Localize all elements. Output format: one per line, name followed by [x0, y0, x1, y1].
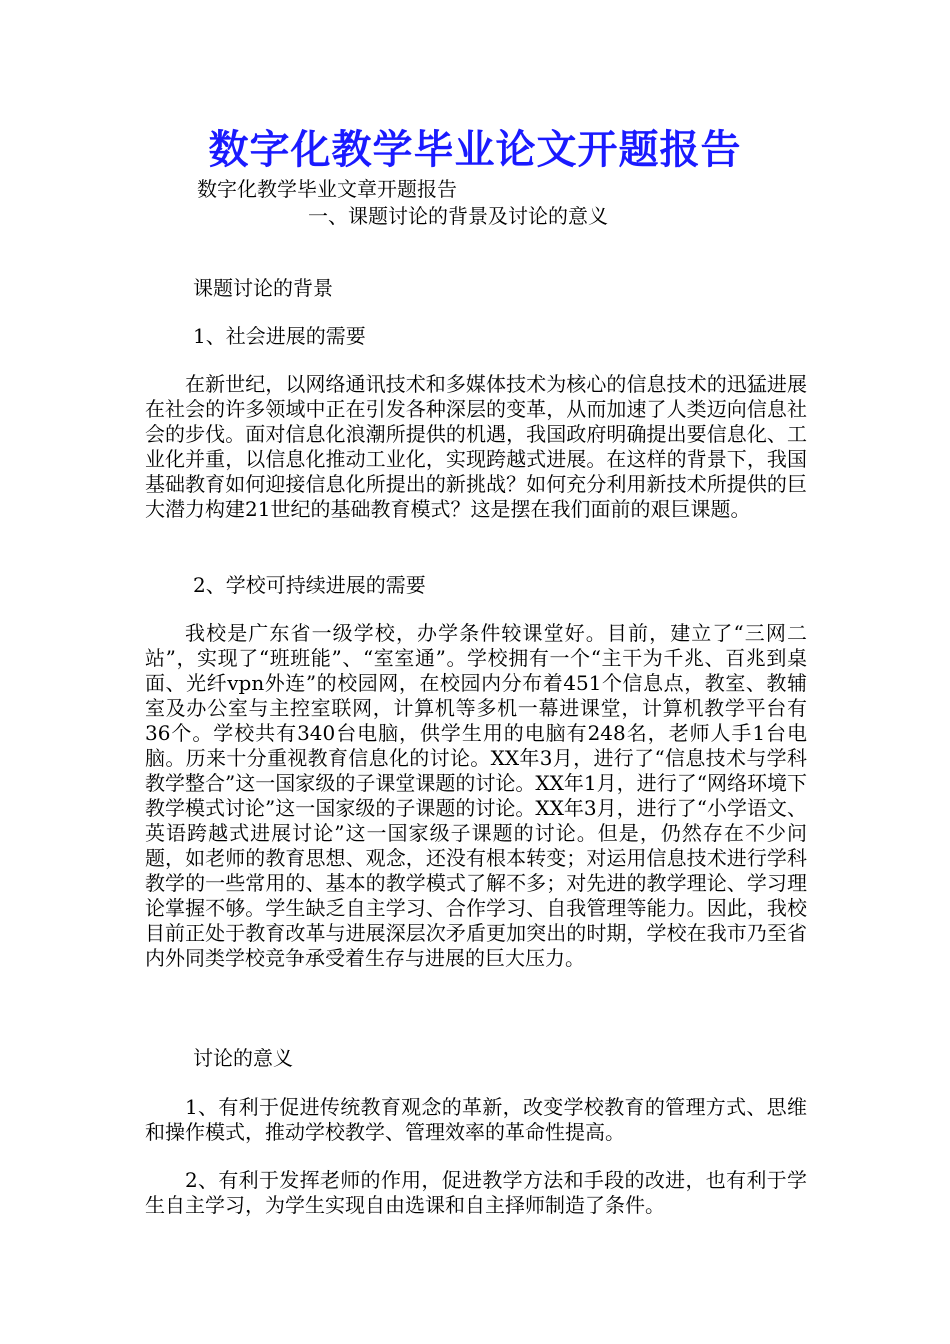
section-heading: 一、课题讨论的背景及讨论的意义	[308, 204, 608, 228]
significance-item-1: 1、有利于促进传统教育观念的革新，改变学校教育的管理方式、思维和操作模式，推动学校教学、管理效率的革命性提高。	[145, 1095, 807, 1144]
significance-heading: 讨论的意义	[193, 1046, 293, 1070]
document-subtitle: 数字化教学毕业文章开题报告	[197, 177, 457, 201]
document-title: 数字化教学毕业论文开题报告	[208, 127, 742, 173]
background-heading: 课题讨论的背景	[193, 276, 333, 300]
point2-paragraph: 我校是广东省一级学校，办学条件较课堂好。目前，建立了“三网二站”，实现了“班班能”、“室室通”。学校拥有一个“主干为千兆、百兆到桌面、光纤vpn外连”的校园网，在校园内分布着451个信息点，教室、教辅室及办公室与主控室联网，计算机等多机一幕进课堂，计算机教学平台有36个。学校共有340台电脑，供学生用的电脑有248名，老师人手1台电脑。历来十分重视教育信息化的讨论。XX年3月，进行了“信息技术与学科教学整合”这一国家级的子课堂课题的讨论。XX年1月，进行了“网络环境下教学模式讨论”这一国家级的子课题的讨论。XX年3月，进行了“小学语文、英语跨越式进展讨论”这一国家级子课题的讨论。但是，仍然存在不少问题，如老师的教育思想、观念，还没有根本转变；对运用信息技术进行学科教学的一些常用的、基本的教学模式了解不多；对先进的教学理论、学习理论掌握不够。学生缺乏自主学习、合作学习、自我管理等能力。因此，我校目前正处于教育改革与进展深层次矛盾更加突出的时期，学校在我市乃至省内外同类学校竞争承受着生存与进展的巨大压力。	[145, 621, 807, 970]
point1-paragraph: 在新世纪，以网络通讯技术和多媒体技术为核心的信息技术的迅猛进展在社会的许多领域中正在引发各种深层的变革，从而加速了人类迈向信息社会的步伐。面对信息化浪潮所提供的机遇，我国政府明确提出要信息化、工业化并重，以信息化推动工业化，实现跨越式进展。在这样的背景下，我国基础教育如何迎接信息化所提出的新挑战？如何充分利用新技术所提供的巨大潜力构建21世纪的基础教育模式？这是摆在我们面前的艰巨课题。	[145, 372, 807, 521]
point2-heading: 2、学校可持续进展的需要	[193, 573, 426, 597]
point1-heading: 1、社会进展的需要	[193, 324, 366, 348]
significance-item-2: 2、有利于发挥老师的作用，促进教学方法和手段的改进，也有利于学生自主学习，为学生实现自由选课和自主择师制造了条件。	[145, 1168, 807, 1217]
